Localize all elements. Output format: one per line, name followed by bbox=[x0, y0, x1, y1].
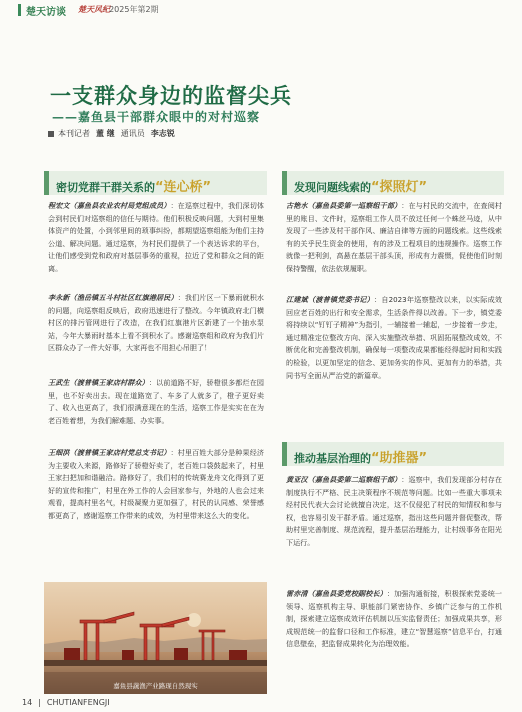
section-header-2 bbox=[282, 171, 504, 195]
quote: ：巡察中，我们发现部分村存在制度执行不严格、民主决策程序不规范等问题。比如一些重大事项未经村民代表大会讨论就擅自决定，这不仅侵犯了村民的知情权和参与权，也容易引发干群矛盾。通过巡察，指出这些问题并督促整改，帮助村里完善制度、规范流程，提升基层治理能力，让村级事务在阳光下运行。 bbox=[286, 475, 503, 547]
byline-author: 董 继 bbox=[96, 129, 115, 138]
speaker: 王细洪（渡普镇王家店村党总支书记） bbox=[48, 448, 171, 457]
page-footer: 14 | CHUTIANFENGJI bbox=[22, 698, 110, 707]
page-header bbox=[0, 0, 522, 18]
column-accent-bar bbox=[18, 4, 21, 16]
quote: ：以前道路不好，骄橙很多都烂在园里，也不好卖出去。现在道路宽了、车多了人就多了，橙子更好卖了、收入也更高了，我们很满意现在的生活，巡察工作是实实在在为老百姓着想，为我们解难题、办实事。 bbox=[48, 378, 265, 425]
quote: ：加强沟通衔接，积极探索党委统一领导、巡察机构主导、职能部门紧密协作、乡镇广泛参与的工作机制，探索建立巡察成效评估机制以压实监督责任；加强成果共享，形成规范统一的监督口径和工作标准，建立“智慧巡察”信息平台，打通信息壁垒，把监督成果转化为治理效能。 bbox=[286, 589, 503, 649]
interview-paragraph bbox=[48, 377, 264, 427]
section-highlight: “连心桥” bbox=[155, 180, 212, 195]
section-header-3 bbox=[282, 442, 504, 466]
quote: ：在与村民的交流中，在查阅村里的账目、文件时，巡察组工作人员不放过任何一个蛛丝马迹，从中发现了一些涉及村干部作风、廉洁自律等方面的问题线索。这些线索有的关乎民生资金的使用，有的涉及工程项目的违规操作。巡察工作就像一把利剑，高悬在基层干部头顶，形成有力震慑，促使他们时刻保持警醒，依法依规履职。 bbox=[286, 201, 503, 273]
issue-label: · 2025年第2期 bbox=[104, 5, 159, 14]
byline bbox=[48, 128, 181, 139]
magazine-name: 楚天风纪 bbox=[78, 5, 110, 14]
interview-paragraph bbox=[48, 200, 264, 276]
section-highlight: “助推器” bbox=[371, 451, 428, 466]
section-label bbox=[294, 447, 427, 466]
quote: ：村里百姓大部分是种果经济为主要收入来源，路修好了骄橙好卖了，老百姓口袋鼓起来了，村里王家扫把加和谐融洽。路修好了，我们村的传统赛龙舟文化得到了更好的宣传和推广，村里在外工作的人会回家参与，外地的人也会过来观看，提高村里名气，村级凝聚力更加强了，村民的认同感、荣誉感都更高了，感谢巡察工作带来的成效，为村里带来这么大的变化。 bbox=[48, 448, 265, 520]
interview-paragraph bbox=[286, 294, 502, 382]
speaker: 王武生（渡普镇王家店村群众） bbox=[48, 378, 149, 387]
quote: ：我们片区一下暴雨就积水的问题，向巡察组反映后，政府迅速进行了整改。今年镇政府北门横村区的排污管网进行了改造，在我们红旗港片区新建了一个抽水泵站，今年大暴雨时基本上看不到积水了。感谢巡察组和政府为我们片区群众办了一件大好事，大家再也不用担心吊胆了！ bbox=[48, 293, 265, 353]
article-subtitle: ——嘉鱼县干部群众眼中的对村巡察 bbox=[52, 110, 261, 124]
footer-brand: CHUTIANFENGJI bbox=[46, 698, 110, 707]
quote: ：自2023年巡察整改以来，以实际成效回应老百姓的出行和安全需求，生活条件得以改善。下一步，镇党委将持续以“钉钉子精神”为指引，一辅接着一辅起，一步接着一步走，通过精准定位整改方向、深入实施整改举措、巩固拓展整改成效，不断优化和完善整改机制，确保每一项整改成果都能经得起时间和实践的检验，以更加坚定的信念、更加务实的作风、更加有力的举措，共同书写全面从严治党的新篇章。 bbox=[286, 295, 503, 380]
speaker: 李永新（渔岳镇五斗村社区红旗港居民） bbox=[48, 293, 178, 302]
speaker: 古艳水（嘉鱼县委第一巡察组干部） bbox=[286, 201, 402, 210]
port-photo bbox=[44, 582, 267, 694]
byline-correspondent: 李志锐 bbox=[150, 129, 175, 138]
section-title: 发现问题线索的 bbox=[294, 181, 371, 194]
section-title: 密切党群干群关系的 bbox=[56, 181, 155, 194]
interview-paragraph bbox=[48, 292, 264, 355]
section-highlight: “探照灯” bbox=[371, 180, 428, 195]
column-name: 楚天访谈 bbox=[26, 7, 66, 18]
byline-prefix: 本刊记者 bbox=[58, 129, 90, 138]
speaker: 黄亚汉（嘉鱼县委第二巡察组干部） bbox=[286, 475, 402, 484]
speaker: 江建斌（渡普镇党委书记） bbox=[286, 295, 374, 304]
interview-paragraph bbox=[48, 447, 264, 523]
photo-caption: 嘉鱼县蔬渔产业路现自然现实 bbox=[113, 682, 198, 690]
section-bar bbox=[282, 171, 287, 195]
interview-paragraph bbox=[286, 474, 502, 550]
port-scene-illustration bbox=[44, 582, 267, 694]
section-label bbox=[294, 176, 427, 195]
speaker: 程宏文（嘉鱼县农业农村局党组成员） bbox=[48, 201, 171, 210]
section-bar bbox=[282, 442, 287, 466]
byline-square-icon bbox=[48, 131, 54, 137]
section-label bbox=[56, 176, 211, 195]
speaker: 雷赤清（嘉鱼县委党校副校长） bbox=[286, 589, 387, 598]
section-header-1 bbox=[44, 171, 267, 195]
article-title: 一支群众身边的监督尖兵 bbox=[50, 83, 292, 108]
interview-paragraph bbox=[286, 588, 502, 651]
section-bar bbox=[44, 171, 49, 195]
byline-mid: 通讯员 bbox=[120, 129, 145, 138]
interview-paragraph bbox=[286, 200, 502, 276]
quote: ：在巡察过程中，我们深切体会到村民们对巡察组的信任与期待。他们积极反映问题，大到村里集体资产的处置，小到邻里间的琐事纠纷，都期望巡察组能为他们主持公道、解决问题。通过巡察，为村民们提供了一个表达诉求的平台，让他们感受到党和政府对基层事务的重视，拉近了党和群众之间的距离。 bbox=[48, 201, 265, 273]
section-title: 推动基层治理的 bbox=[294, 452, 371, 465]
page-number: 14 bbox=[22, 698, 33, 707]
